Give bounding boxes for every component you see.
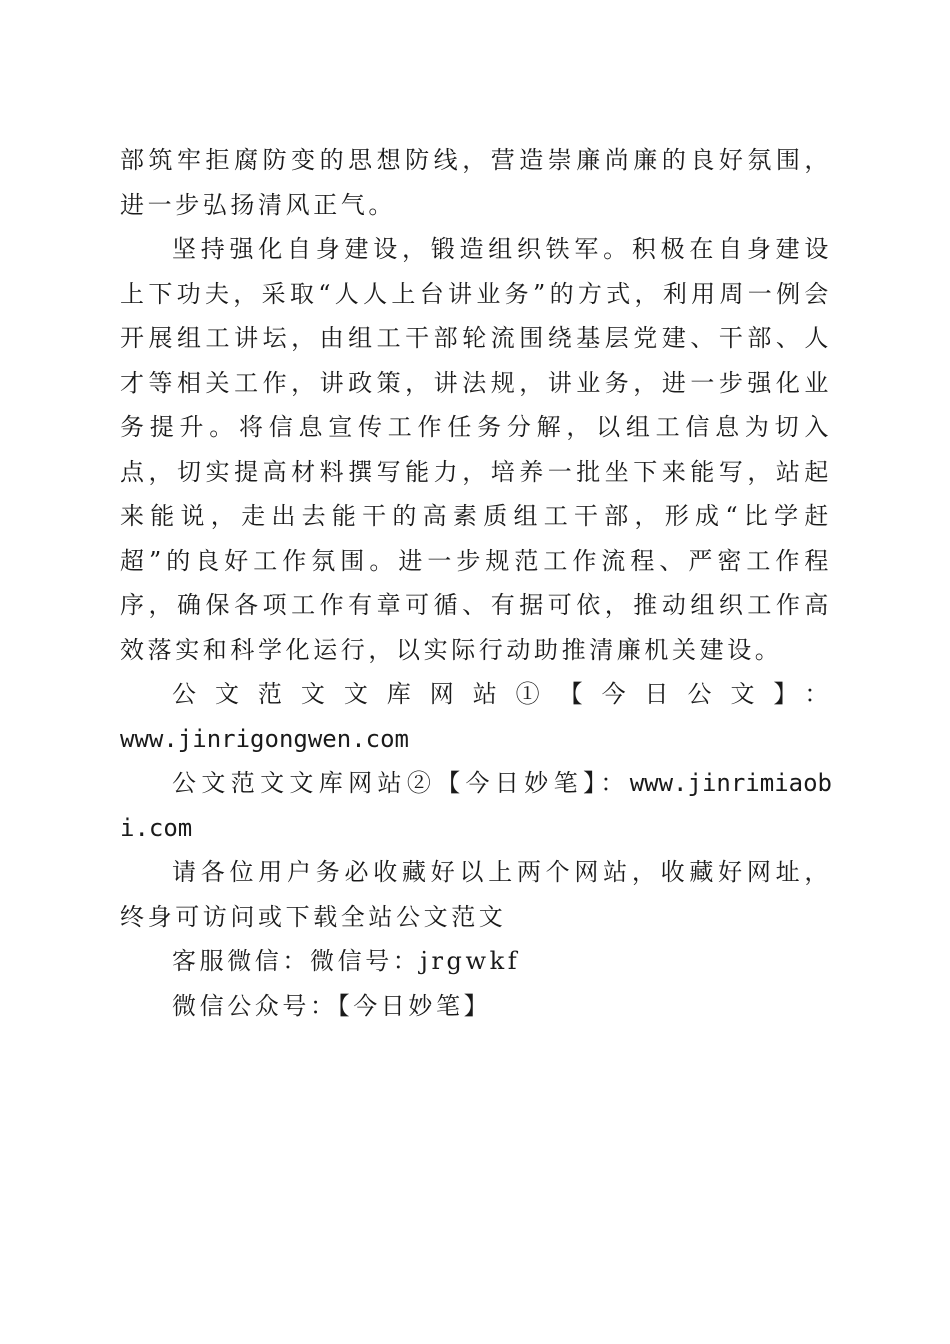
wechat-text: 微信公众号：【今日妙笔】 (172, 991, 492, 1020)
site2-label: 公文范文文库网站②【今日妙笔】： (172, 769, 630, 797)
notice-text: 请各位用户务必收藏好以上两个网站，收藏好网址，终身可访问或下载全站公文范文 (120, 858, 832, 931)
site1-url: www.jinrigongwen.com (120, 724, 409, 753)
service-text: 客服微信：微信号：jrgwkf (172, 947, 521, 975)
paragraph-self-construction: 坚持强化自身建设，锻造组织铁军。积极在自身建设上下功夫，采取“人人上台讲业务”的方式，利用周一例会开展组工讲坛，由组工干部轮流围绕基层党建、干部、人才等相关工作，讲政策，讲法规，讲业务，进一步强化业务提升。将信息宣传工作任务分解，以组工信息为切入点，切实提高材料撰写能力，培养一批坐下来能写，站起来能说，走出去能干的高素质组工干部，形成“比学赶超”的良好工作氛围。进一步规范工作流程、严密工作程序，确保各项工作有章可循、有据可依，推动组织工作高效落实和科学化运行，以实际行动助推清廉机关建设。 (120, 235, 832, 664)
site2-line (120, 761, 832, 850)
site1-label: 公文范文文库网站①【今日公文】： (172, 680, 832, 708)
document-body (120, 138, 832, 1028)
site2-url: www.jinrimiaobi.com (120, 769, 832, 842)
paragraph-continued: 部筑牢拒腐防变的思想防线，营造崇廉尚廉的良好氛围，进一步弘扬清风正气。 (120, 146, 832, 219)
